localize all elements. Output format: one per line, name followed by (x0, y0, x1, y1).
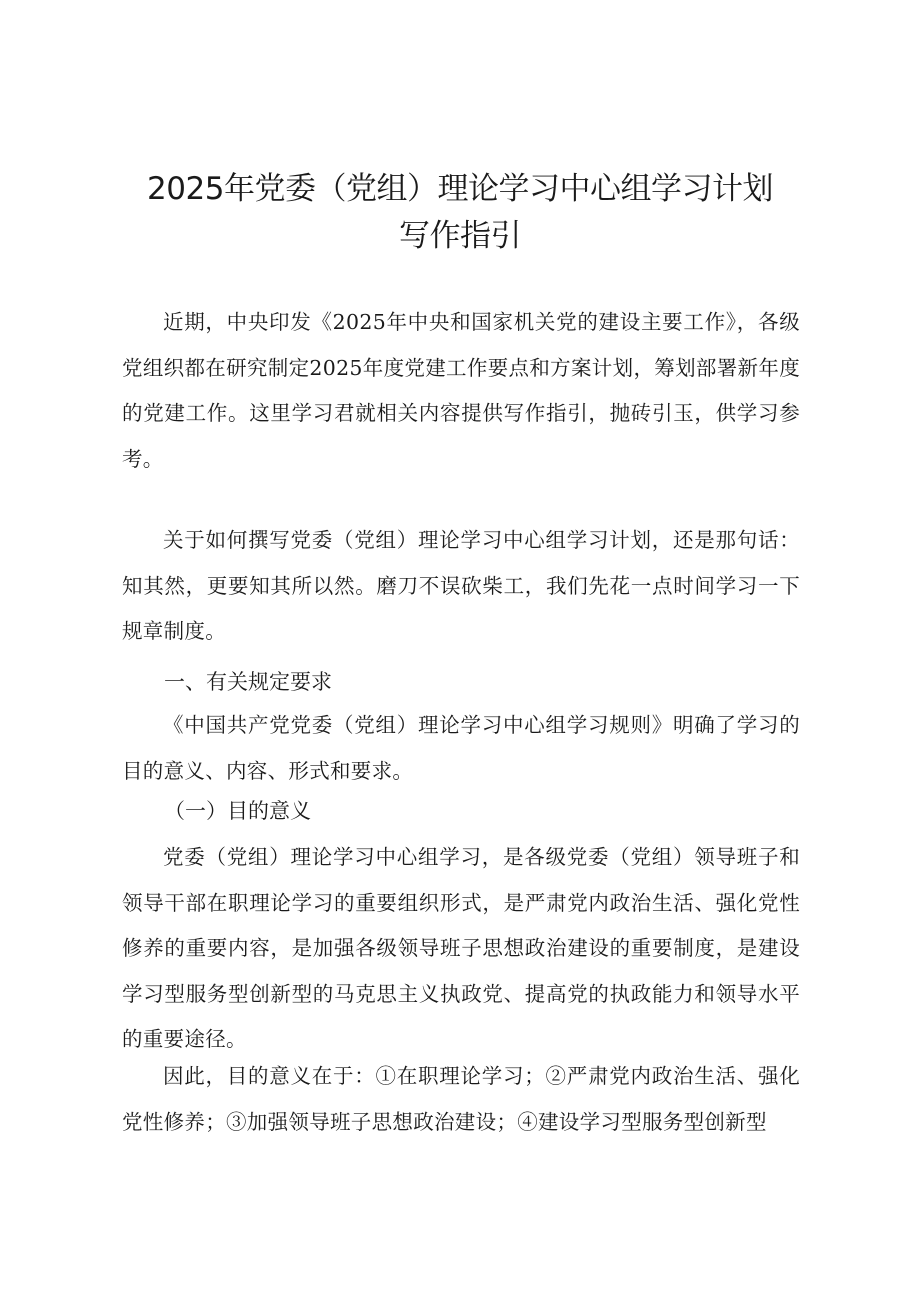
subsection-1-heading-block (122, 789, 800, 833)
subsection-1-block-2 (122, 1054, 800, 1145)
section-1-heading-block (122, 660, 800, 704)
paragraph-2-block (122, 518, 800, 655)
section-1-block (122, 703, 800, 794)
subsection-1-heading: （一）目的意义 (164, 799, 311, 823)
title-line-1: 2025年党委（党组）理论学习中心组学习计划 (147, 171, 773, 207)
document-title (0, 166, 920, 260)
intro-paragraph: 近期，中央印发《2025年中央和国家机关党的建设主要工作》，各级党组织都在研究制定2025年度党建工作要点和方案计划，筹划部署新年度的党建工作。这里学习君就相关内容提供写作指引，抛砖引玉，供学习参考。 (122, 310, 800, 471)
intro-block (122, 300, 800, 482)
subsection-1-paragraph-2: 因此，目的意义在于：①在职理论学习；②严肃党内政治生活、强化党性修养；③加强领导班子思想政治建设；④建设学习型服务型创新型 (122, 1064, 800, 1134)
section-1-paragraph: 《中国共产党党委（党组）理论学习中心组学习规则》明确了学习的目的意义、内容、形式和要求。 (122, 713, 800, 783)
paragraph-2: 关于如何撰写党委（党组）理论学习中心组学习计划，还是那句话：知其然，更要知其所以然。磨刀不误砍柴工，我们先花一点时间学习一下规章制度。 (122, 528, 800, 643)
subsection-1-block (122, 835, 800, 1063)
subsection-1-paragraph: 党委（党组）理论学习中心组学习，是各级党委（党组）领导班子和领导干部在职理论学习的重要组织形式，是严肃党内政治生活、强化党性修养的重要内容，是加强各级领导班子思想政治建设的重要制度，是建设学习型服务型创新型的马克思主义执政党、提高党的执政能力和领导水平的重要途径。 (122, 845, 800, 1051)
title-line-2: 写作指引 (399, 218, 521, 254)
section-1-heading: 一、有关规定要求 (164, 670, 332, 694)
